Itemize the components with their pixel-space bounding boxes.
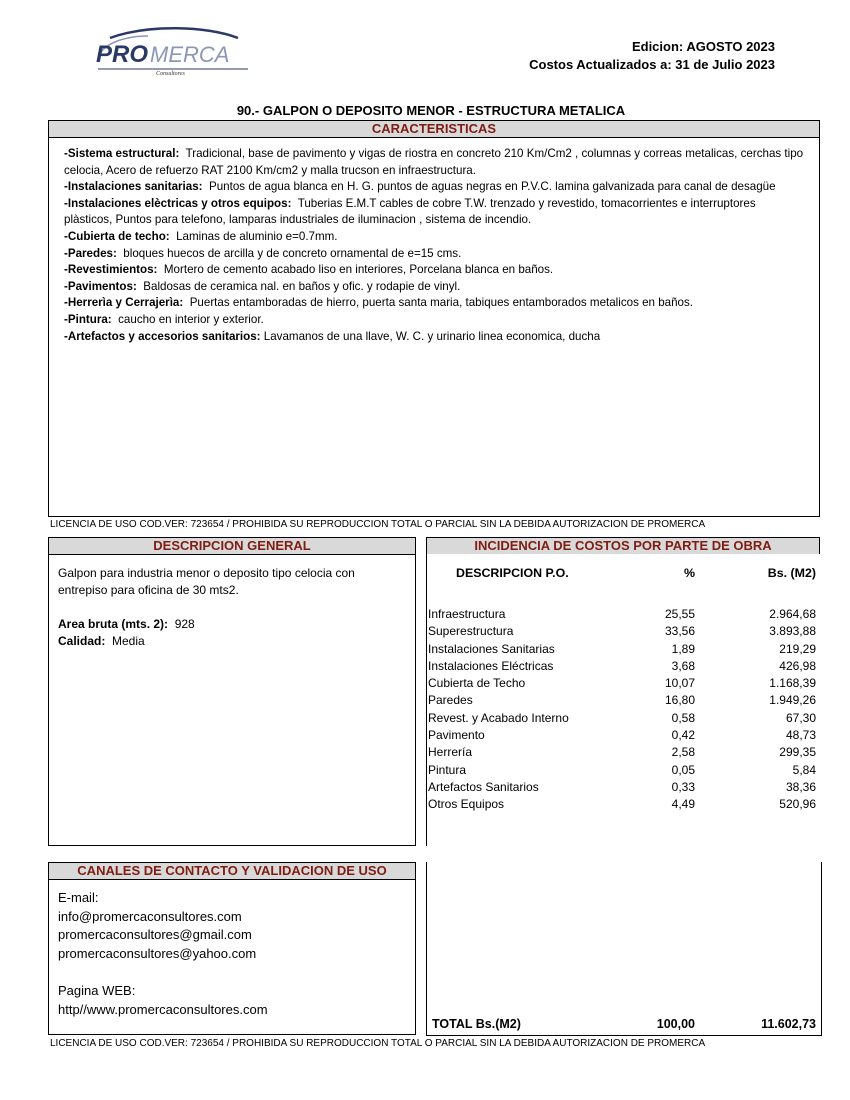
table-row: Paredes 16,80 1.949,26 <box>428 693 816 708</box>
email-link[interactable]: info@promercaconsultores.com <box>58 908 242 924</box>
item-label: -Cubierta de techo: <box>64 229 170 243</box>
col-bs-header: Bs. (M2) <box>767 566 816 580</box>
caracteristica-item <box>64 146 805 179</box>
item-text: Baldosas de ceramica nal. en baños y ofic. y rodapie de vinyl. <box>143 279 461 293</box>
item-text: Laminas de aluminio e=0.7mm. <box>176 229 338 243</box>
caracteristica-item <box>64 262 805 279</box>
table-row: Pintura 0,05 5,84 <box>428 762 816 777</box>
incidencia-left-border <box>426 554 427 846</box>
table-row: Revest. y Acabado Interno 0,58 67,30 <box>428 710 816 725</box>
calidad-line <box>58 633 406 650</box>
license-notice: LICENCIA DE USO COD.VER: 723654 / PROHIBIDA SU REPRODUCCION TOTAL O PARCIAL SIN LA DEBIDA AUTORIZACION DE PROMERCA <box>50 519 706 530</box>
descripcion-section <box>48 537 416 846</box>
edition-info <box>529 38 775 74</box>
incidencia-table <box>428 566 818 814</box>
item-label: -Instalaciones elèctricas y otros equipos: <box>64 196 292 210</box>
table-row: Superestructura 33,56 3.893,88 <box>428 624 816 639</box>
costs-date-label: Costos Actualizados a: 31 de Julio 2023 <box>529 57 775 72</box>
caracteristica-item <box>64 312 805 329</box>
table-row: Herrería 2,58 299,35 <box>428 745 816 760</box>
caracteristica-item <box>64 295 805 312</box>
table-row: Infraestructura 25,55 2.964,68 <box>428 607 816 621</box>
caracteristicas-section <box>48 120 820 517</box>
table-row: Cubierta de Techo 10,07 1.168,39 <box>428 676 816 691</box>
table-row: Artefactos Sanitarios 0,33 38,36 <box>428 779 816 794</box>
item-label: -Pintura: <box>64 312 112 326</box>
svg-text:Consultores: Consultores <box>156 71 185 77</box>
caracteristica-item <box>64 196 805 229</box>
total-pct: 100,00 <box>656 1017 695 1031</box>
total-bs: 11.602,73 <box>761 1017 816 1031</box>
total-label: TOTAL Bs.(M2) <box>432 1017 521 1031</box>
item-label: -Paredes: <box>64 246 117 260</box>
item-label: -Revestimientos: <box>64 263 158 277</box>
incidencia-table-header <box>428 566 818 602</box>
item-text: Mortero de cemento acabado liso en interiores, Porcelana blanca en baños. <box>163 263 554 277</box>
table-row: Otros Equipos 4,49 520,96 <box>428 797 816 812</box>
item-text: bloques huecos de arcilla y de concreto ornamental de e=15 cms. <box>123 246 462 260</box>
caracteristicas-list <box>49 138 819 345</box>
caracteristica-item <box>64 246 805 263</box>
item-text: Lavamanos de una llave, W. C. y urinario linea economica, ducha <box>263 329 601 343</box>
caracteristica-item <box>64 329 805 346</box>
item-label: -Instalaciones sanitarias: <box>64 180 203 194</box>
email-link[interactable]: promercaconsultores@yahoo.com <box>58 945 257 961</box>
descripcion-text: Galpon para industria menor o deposito tipo celocia con entrepiso para oficina de 30 mts2. <box>58 566 355 597</box>
total-row <box>428 1017 818 1035</box>
item-text: Tuberias E.M.T cables de cobre T.W. trenzado y revestido, tomacorrientes e interruptores plàsticos, Puntos para telefono, lamparas industriales de iluminacion , sistema de incendio. <box>64 196 756 227</box>
email-link[interactable]: promercaconsultores@gmail.com <box>58 927 252 943</box>
canales-section <box>48 862 416 1035</box>
calidad-value: Media <box>112 634 145 648</box>
col-desc-header: DESCRIPCION P.O. <box>456 566 569 580</box>
caracteristica-item <box>64 279 805 296</box>
edition-label: Edicion: AGOSTO 2023 <box>631 39 775 54</box>
col-pct-header: % <box>683 566 695 580</box>
item-label: -Sistema estructural: <box>64 147 180 160</box>
caracteristica-item <box>64 229 805 246</box>
incidencia-heading: INCIDENCIA DE COSTOS POR PARTE DE OBRA <box>427 538 819 554</box>
total-box <box>426 862 822 1036</box>
item-text: Puertas entamboradas de hierro, puerta santa maria, tabiques entamborados metalicos en baños. <box>189 296 694 310</box>
web-link[interactable]: http//www.promercaconsultores.com <box>58 1001 268 1017</box>
incidencia-header-box <box>426 537 820 554</box>
caracteristicas-heading: CARACTERISTICAS <box>49 121 819 138</box>
item-text: caucho en interior y exterior. <box>118 312 264 326</box>
descripcion-heading: DESCRIPCION GENERAL <box>49 538 415 555</box>
calidad-label: Calidad: <box>58 634 106 648</box>
item-label: -Artefactos y accesorios sanitarios: <box>64 329 261 343</box>
item-label: -Herrerìa y Cerrajerìa: <box>64 296 184 310</box>
table-row: Instalaciones Eléctricas 3,68 426,98 <box>428 658 816 673</box>
svg-text:PRO: PRO <box>96 41 149 68</box>
document-title: 90.- GALPON O DEPOSITO MENOR - ESTRUCTURA METALICA <box>236 103 626 118</box>
area-line <box>58 616 406 633</box>
item-text: Tradicional, base de pavimento y vigas de riostra en concreto 210 Km/Cm2 , columnas y correas metalicas, cerchas tipo celocia, Acero de refuerzo RAT 2100 Km/cm2 y malla trucson en infraestructura. <box>64 147 804 177</box>
item-text: Puntos de agua blanca en H. G. puntos de aguas negras en P.V.C. lamina galvanizada para canal de desagüe <box>209 180 776 194</box>
promerca-logo <box>88 24 258 78</box>
canales-heading: CANALES DE CONTACTO Y VALIDACION DE USO <box>49 863 415 880</box>
svg-text:MERCA: MERCA <box>150 42 230 67</box>
caracteristica-item <box>64 179 805 196</box>
license-notice-bottom: LICENCIA DE USO COD.VER: 723654 / PROHIBIDA SU REPRODUCCION TOTAL O PARCIAL SIN LA DEBIDA AUTORIZACION DE PROMERCA <box>50 1038 706 1049</box>
item-label: -Pavimentos: <box>64 279 137 293</box>
area-value: 928 <box>174 617 195 631</box>
web-label: Pagina WEB: <box>58 982 136 998</box>
area-label: Area bruta (mts. 2): <box>58 617 169 631</box>
email-label: E-mail: <box>58 890 99 905</box>
table-row: Pavimento 0,42 48,73 <box>428 728 816 743</box>
table-row: Instalaciones Sanitarias 1,89 219,29 <box>428 641 816 656</box>
